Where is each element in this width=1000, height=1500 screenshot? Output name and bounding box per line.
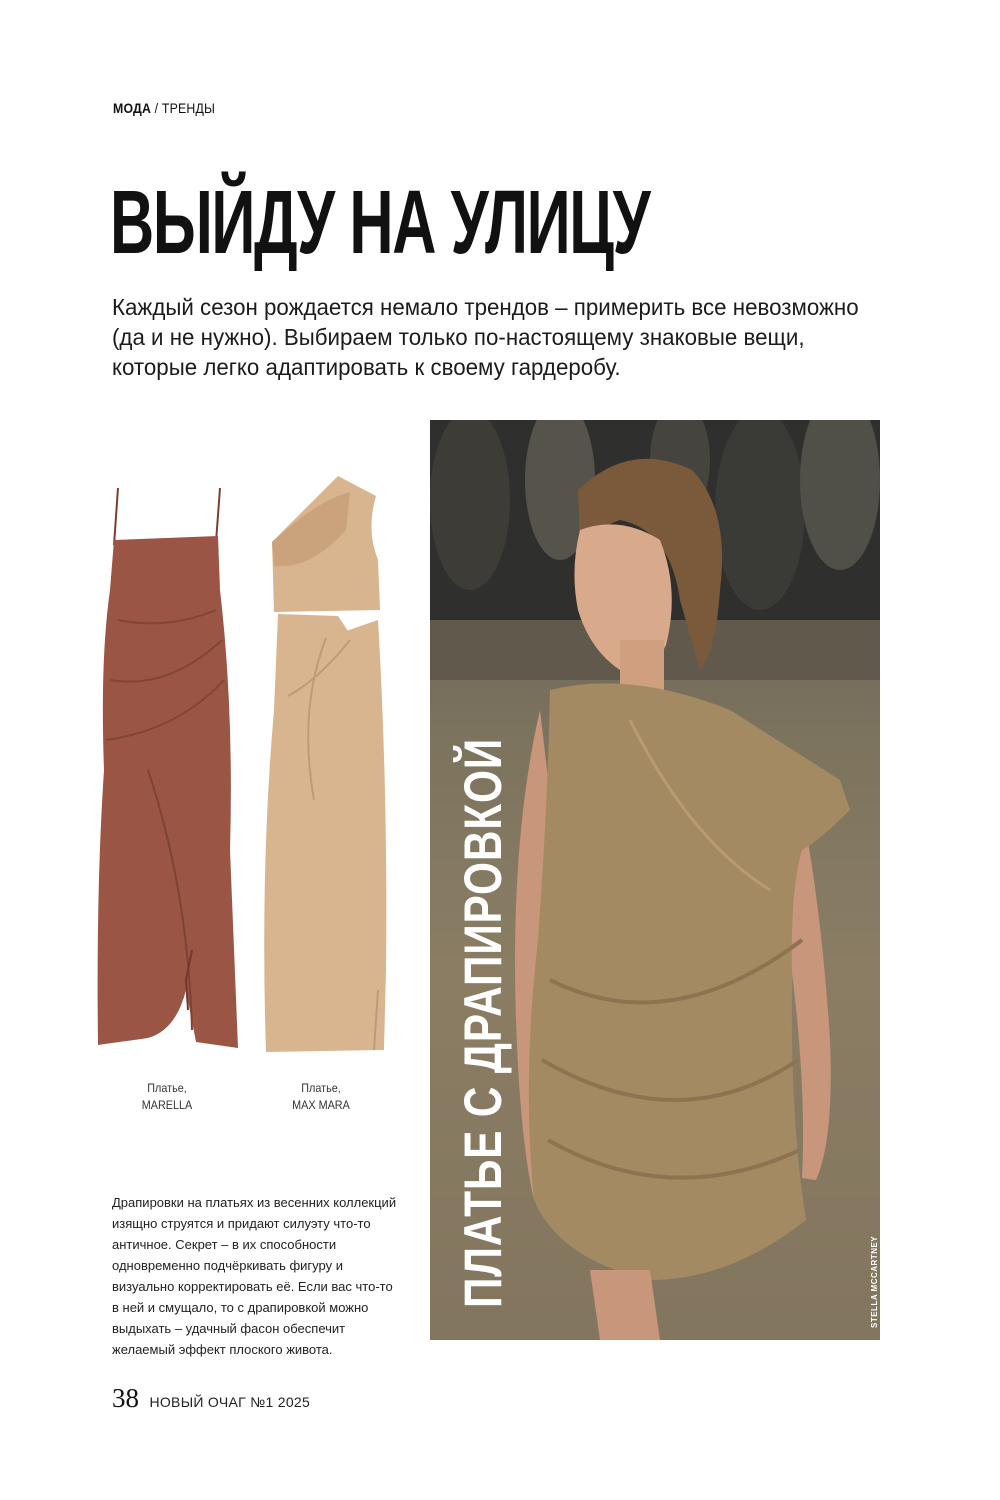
product-brand: MAX MARA: [292, 1098, 350, 1112]
product-illustrations: [88, 470, 408, 1070]
marella-dress-image: [98, 488, 238, 1048]
page-footer: [112, 1383, 310, 1414]
section-breadcrumb: [113, 100, 215, 116]
product-caption-1: [118, 1080, 217, 1114]
magazine-issue: НОВЫЙ ОЧАГ №1 2025: [149, 1394, 311, 1410]
page-number: 38: [112, 1383, 139, 1413]
product-caption-2: [272, 1080, 371, 1114]
photo-headline: ПЛАТЬЕ С ДРАПИРОВКОЙ: [454, 738, 513, 1308]
page-title: ВЫЙДУ НА УЛИЦУ: [110, 173, 650, 273]
product-brand: MARELLA: [141, 1098, 193, 1112]
product-kind: Платье,: [301, 1081, 341, 1095]
breadcrumb-separator: /: [151, 100, 162, 116]
subsection-name: ТРЕНДЫ: [161, 100, 216, 116]
body-paragraph: Драпировки на платьях из весенних коллекций изящно струятся и придают силуэту что-то античное. Секрет – в их способности одновременно подчёркивать фигуру и визуально корректировать её. Если вас что-то в ней и смущало, то с драпировкой можно выдыхать – удачный фасон обеспечит желаемый эффект плоского живота.: [112, 1195, 397, 1357]
lead-paragraph: Каждый сезон рождается немало трендов – примерить все невозможно (да и не нужно). Выбираем только по-настоящему знаковые вещи, которые легко адаптировать к своему гардеробу.: [112, 294, 859, 380]
product-kind: Платье,: [147, 1081, 187, 1095]
photo-credit: STELLA MCCARTNEY: [870, 1235, 879, 1328]
section-name: МОДА: [113, 100, 152, 116]
maxmara-dress-image: [264, 476, 386, 1052]
